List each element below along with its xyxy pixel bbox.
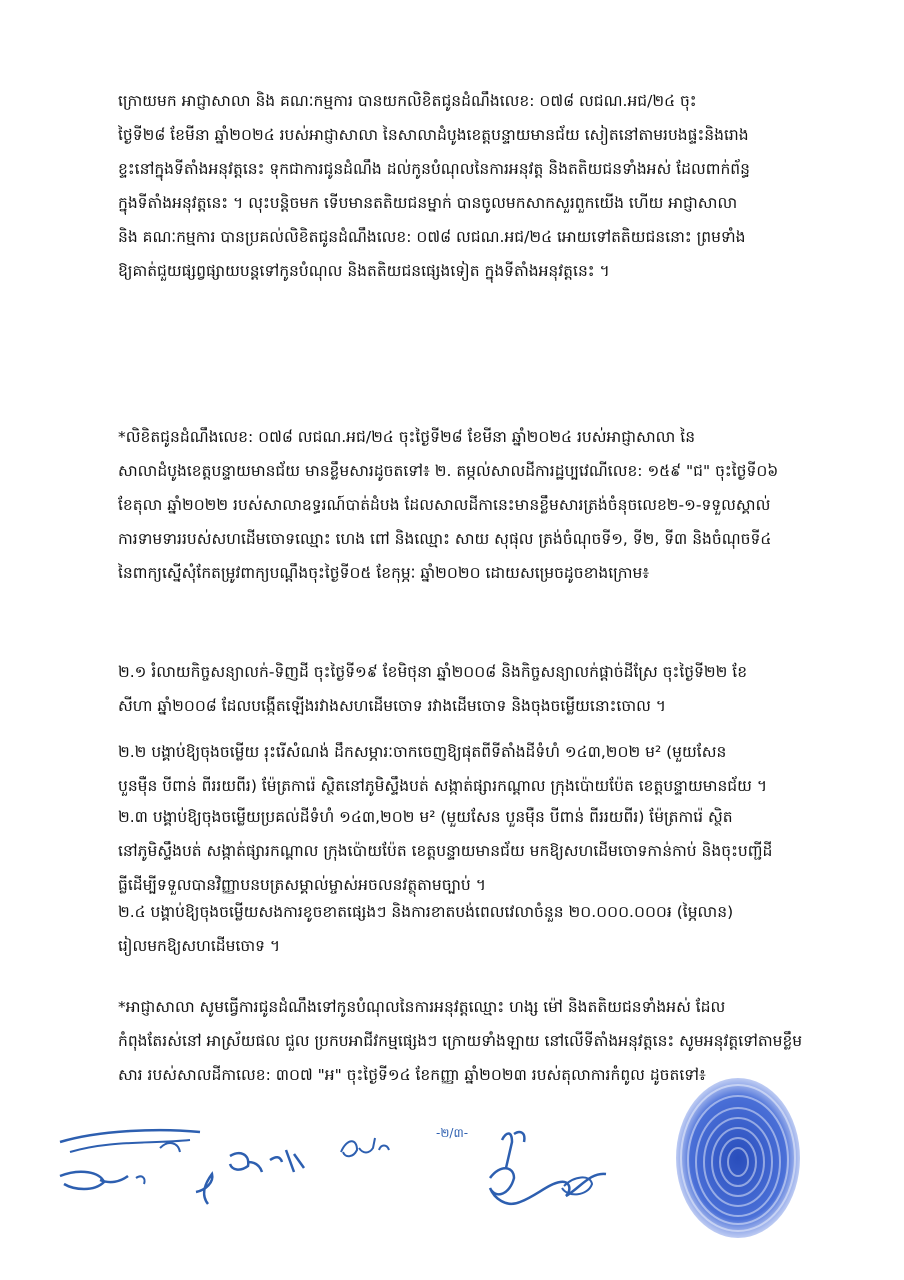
- text-line: នៅភូមិស្ទឹងបត់ សង្កាត់ផ្សារកណ្តាល ក្រុងប៉ោយប៉ែត ខេត្តបន្ទាយមានជ័យ មកឱ្យសហដើមចោទកាន់កាប់ និងចុះបញ្ជីដី: [118, 842, 773, 860]
- paragraph-6: [118, 895, 830, 963]
- text-line: សីហា ឆ្នាំ២០០៨ ដែលបង្កើតឡើងរវាងសហដើមចោទ រវាងដើមចោទ និងចុងចម្លើយនោះចោល ។: [118, 697, 666, 715]
- text-line: កំពុងតែរស់នៅ អាស្រ័យផល ជួល ប្រកបអាជីវកម្មផ្សេងៗ ក្រោយទាំងឡាយ នៅលើទីតាំងអនុវត្តនេះ សូមអនុវត្តទៅតាមខ្លឹម: [118, 1032, 803, 1050]
- text-line: ថ្ងៃទី២៨ ខែមីនា ឆ្នាំ២០២៤ របស់អាជ្ញាសាលា នៃសាលាដំបូងខេត្តបន្ទាយមានជ័យ សៀតនៅតាមរបងផ្ទះនិងរោង: [118, 126, 749, 144]
- signature-1: [40, 1118, 210, 1208]
- text-line: ២.៣ បង្គាប់ឱ្យចុងចម្លើយប្រគល់ដីទំហំ ១៤៣,២០២ ម² (មួយសែន បួនម៉ឺន បីពាន់ ពីររយពីរ) ម៉ែត្រការ៉េ ស្ថិត: [118, 808, 733, 826]
- text-line: ក្រោយមក អាជ្ញាសាលា និង គណៈកម្មការ បានយកលិខិតជូនដំណឹងលេខ: ០៧៨ លជណ.អជ/២៤ ចុះ: [118, 92, 697, 110]
- text-line: ការទាមទាររបស់សហដើមចោទឈ្មោះ ហេង ពៅ និងឈ្មោះ សាយ សុផុល ត្រង់ចំណុចទី១, ទី២, ទី៣ និងចំណុចទី៤: [118, 530, 772, 548]
- signature-3: [335, 1128, 395, 1168]
- thumbprint-icon: [668, 1070, 808, 1249]
- text-line: បួនម៉ឺន បីពាន់ ពីររយពីរ) ម៉ែត្រការ៉េ ស្ថិតនៅភូមិស្ទឹងបត់ សង្កាត់ផ្សារកណ្តាល ក្រុងប៉ោយប៉ែត ខេត្តបន្ទាយមានជ័យ ។: [118, 777, 768, 795]
- text-line: ធ្លីដើម្បីទទួលបានវិញ្ញាបនបត្រសម្គាល់ម្ចាស់អចលនវត្ថុតាមច្បាប់ ។: [118, 876, 486, 894]
- text-line: ២.១ រំលាយកិច្ចសន្យាលក់-ទិញដី ចុះថ្ងៃទី១៩ ខែមិថុនា ឆ្នាំ២០០៨ និងកិច្ចសន្យាលក់ផ្តាច់ដីស្រែ ចុះថ្ងៃទី២២ ខែ: [118, 663, 748, 681]
- text-line: ២.៤ បង្គាប់ឱ្យចុងចម្លើយសងការខូចខាតផ្សេងៗ និងការខាតបង់ពេលវេលាចំនួន ២០.០០០.០០០៛ (ម្ភៃលាន): [118, 903, 734, 921]
- text-line: សាលាដំបូងខេត្តបន្ទាយមានជ័យ មានខ្លឹមសារដូចតទៅ៖ ២. តម្កល់សាលដីការដ្ឋប្បវេណីលេខ: ១៥៩ "ជ" ចុះថ្ងៃទី០៦: [118, 462, 779, 480]
- text-line: *លិខិតជូនដំណឹងលេខ: ០៧៨ លជណ.អជ/២៤ ចុះថ្ងៃទី២៨ ខែមីនា ឆ្នាំ២០២៤ របស់អាជ្ញាសាលា នៃ: [118, 428, 696, 446]
- paragraph-2: [118, 420, 830, 590]
- text-line: និង គណៈកម្មការ បានប្រគល់លិខិតជូនដំណឹងលេខ: ០៧៨ លជណ.អជ/២៤ អោយទៅតតិយជននោះ ព្រមទាំង: [118, 228, 746, 246]
- signature-4: [460, 1120, 630, 1230]
- paragraph-1: [118, 84, 830, 288]
- paragraph-4: [118, 735, 830, 803]
- text-line: *អាជ្ញាសាលា សូមធ្វើការជូនដំណឹងទៅកូនបំណុលនៃការអនុវត្តឈ្មោះ ហង្ស ម៉ៅ និងតតិយជនទាំងអស់ ដែល: [118, 998, 726, 1016]
- paragraph-3: [118, 655, 830, 723]
- paragraph-5: [118, 800, 830, 902]
- text-line: ក្នុងទីតាំងអនុវត្តនេះ ។ លុះបន្តិចមក ទើបមានតតិយជនម្នាក់ បានចូលមកសាកសួរពួកយើង ហើយ អាជ្ញាសាលា: [118, 194, 738, 212]
- text-line: ខែតុលា ឆ្នាំ២០២២ របស់សាលាឧទ្ធរណ៍បាត់ដំបង ដែលសាលដីកានេះមានខ្លឹមសារត្រង់ចំនុចលេខ២-១-ទទួលស្គាល់: [118, 496, 771, 514]
- date-note-text: -២/៣-: [436, 1126, 469, 1140]
- text-line: ខ្ទះនៅក្នុងទីតាំងអនុវត្តនេះ ទុកជាការជូនដំណឹង ដល់កូនបំណុលនៃការអនុវត្ត និងតតិយជនទាំងអស់ ដែលពាក់ព័ន្ធ: [118, 160, 750, 178]
- text-line: សារ របស់សាលដីកាលេខ: ៣០៧ "អ" ចុះថ្ងៃទី១៤ ខែកញ្ញា ឆ្នាំ២០២៣ របស់តុលាការកំពូល ដូចតទៅ៖: [118, 1066, 706, 1084]
- text-line: នៃពាក្យស្នើសុំកែតម្រូវពាក្យបណ្តឹងចុះថ្ងៃទី០៥ ខែកុម្ភៈ ឆ្នាំ២០២០ ដោយសម្រេចដូចខាងក្រោម៖: [118, 564, 650, 582]
- text-line: ឱ្យគាត់ជួយផ្សព្វផ្សាយបន្តទៅកូនបំណុល និងតតិយជនផ្សេងទៀត ក្នុងទីតាំងអនុវត្តនេះ ។: [118, 262, 610, 280]
- text-line: រៀលមកឱ្យសហដើមចោទ ។: [118, 937, 281, 955]
- text-line: ២.២ បង្គាប់ឱ្យចុងចម្លើយ រុះរើសំណង់ ដឹកសម្ភារៈចាកចេញឱ្យផុតពីទីតាំងដីទំហំ ១៤៣,២០២ ម² (មួយសែន: [118, 743, 727, 761]
